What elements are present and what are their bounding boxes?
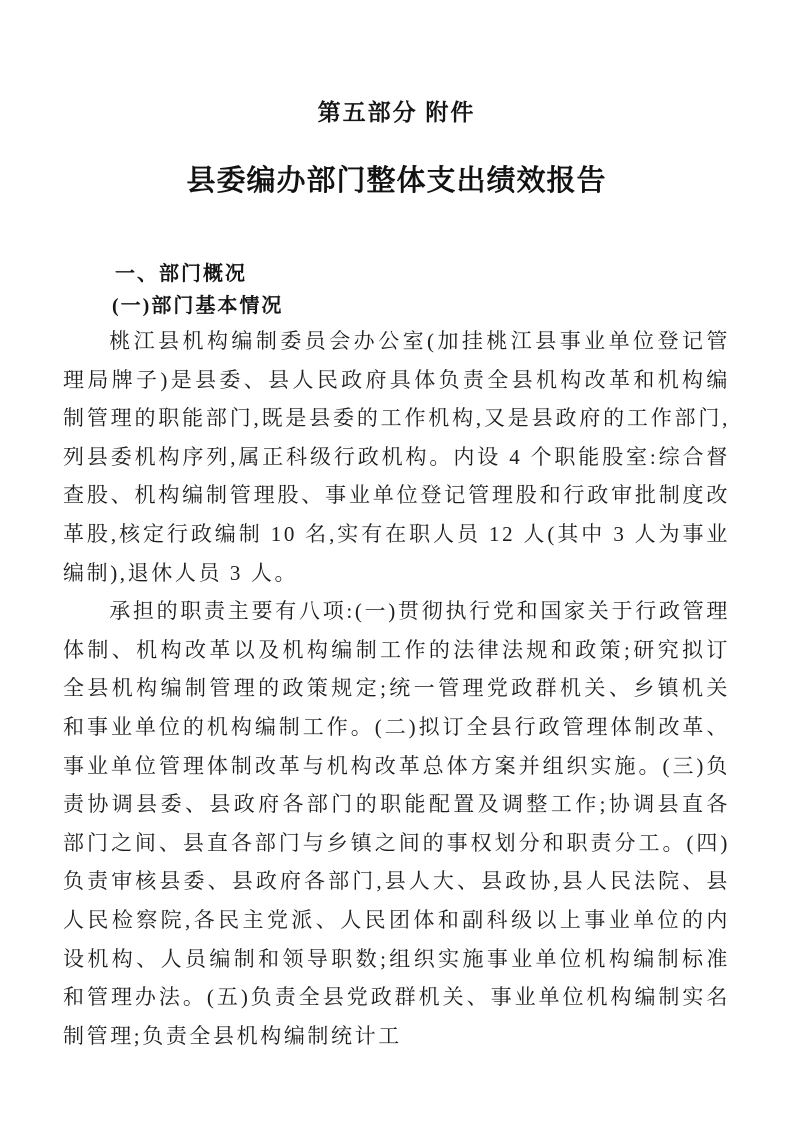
section-heading-department-overview: 一、部门概况 [115, 263, 247, 285]
subsection-heading-basic-situation: (一)部门基本情况 [112, 295, 284, 317]
part-heading: 第五部分 附件 [317, 100, 476, 125]
paragraph-department-basics: 桃江县机构编制委员会办公室(加挂桃江县事业单位登记管理局牌子)是县委、县人民政府具体负责全县机构改革和机构编制管理的职能部门,既是县委的工作机构,又是县政府的工作部门,列县委机构序列,属正科级行政机构。内设 4 个职能股室:综合督查股、机构编制管理股、事业单位登记管理股和行政审批制度改革股,核定行政编制 10 名,实有在职人员 12 人(其中 3 人为事业编制),退休人员 3 人。 [63, 329, 730, 585]
document-body [63, 322, 730, 1055]
paragraph-responsibilities: 承担的职责主要有八项:(一)贯彻执行党和国家关于行政管理体制、机构改革以及机构编制工作的法律法规和政策;研究拟订全县机构编制管理的政策规定;统一管理党政群机关、乡镇机关和事业单位的机构编制工作。(二)拟订全县行政管理体制改革、事业单位管理体制改革与机构改革总体方案并组织实施。(三)负责协调县委、县政府各部门的职能配置及调整工作;协调县直各部门之间、县直各部门与乡镇之间的事权划分和职责分工。(四)负责审核县委、县政府各部门,县人大、县政协,县人民法院、县人民检察院,各民主党派、人民团体和副科级以上事业单位的内设机构、人员编制和领导职数;组织实施事业单位机构编制标准和管理办法。(五)负责全县党政群机关、事业单位机构编制实名制管理;负责全县机构编制统计工 [63, 599, 730, 1048]
document-title: 县委编办部门整体支出绩效报告 [186, 165, 607, 197]
